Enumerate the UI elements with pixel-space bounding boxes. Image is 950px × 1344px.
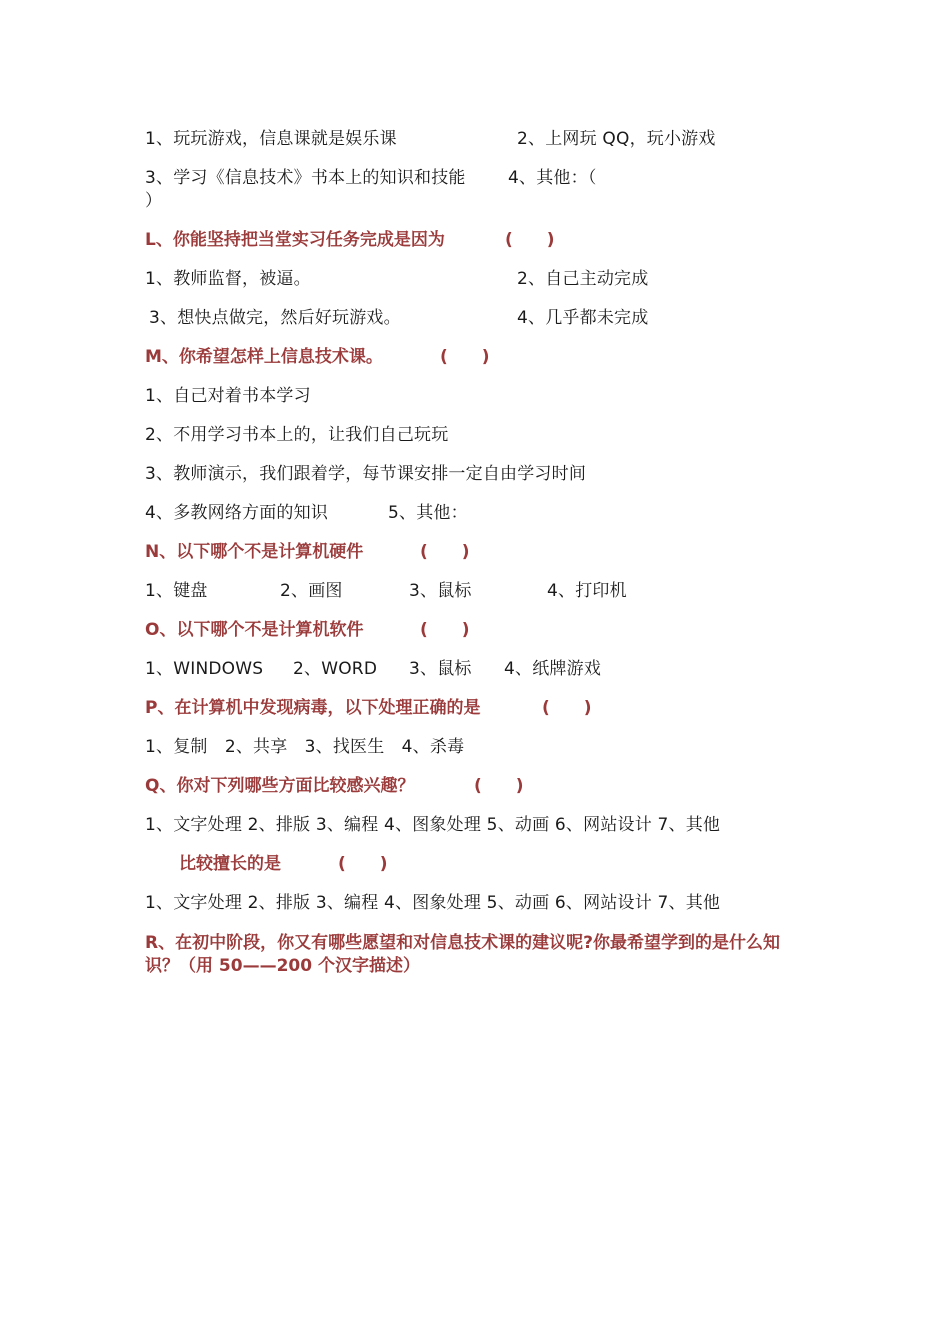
n-option-3: 3、鼠标 (409, 581, 472, 601)
m-option-5: 5、其他： (388, 503, 468, 523)
question-r-line-1: R、在初中阶段，你又有哪些愿望和对信息技术课的建议呢?你最希望学到的是什么知 (145, 933, 780, 953)
question-q-sub: 比较擅长的是 (179, 854, 281, 874)
q-sub-options: 1、文字处理 2、排版 3、编程 4、图象处理 5、动画 6、网站设计 7、其他 (145, 893, 721, 913)
l-option-3: 3、想快点做完，然后好玩游戏。 (149, 308, 401, 328)
l-option-2: 2、自己主动完成 (517, 269, 649, 289)
l-option-4: 4、几乎都未完成 (517, 308, 649, 328)
question-l-answer-blank: ( ) (505, 230, 555, 250)
question-o: O、以下哪个不是计算机软件 (145, 620, 364, 640)
m-option-2: 2、不用学习书本上的，让我们自己玩玩 (145, 425, 449, 445)
question-n: N、以下哪个不是计算机硬件 (145, 542, 364, 562)
question-o-answer-blank: ( ) (420, 620, 470, 640)
o-option-2: 2、WORD (293, 659, 378, 679)
question-l: L、你能坚持把当堂实习任务完成是因为 (145, 230, 445, 250)
question-n-answer-blank: ( ) (420, 542, 470, 562)
question-q-answer-blank: ( ) (474, 776, 524, 796)
question-q-sub-answer-blank: ( ) (338, 854, 388, 874)
question-m: M、你希望怎样上信息技术课。 (145, 347, 383, 367)
k-option-1: 1、玩玩游戏，信息课就是娱乐课 (145, 129, 397, 149)
question-r-line-2: 识？（用 50——200 个汉字描述） (145, 956, 420, 976)
m-option-3: 3、教师演示，我们跟着学，每节课安排一定自由学习时间 (145, 464, 587, 484)
m-option-1: 1、自己对着书本学习 (145, 386, 311, 406)
k-option-2: 2、上网玩 QQ，玩小游戏 (517, 129, 716, 149)
question-m-answer-blank: ( ) (440, 347, 490, 367)
n-option-1: 1、键盘 (145, 581, 208, 601)
k-option-3: 3、学习《信息技术》书本上的知识和技能 (145, 168, 466, 188)
m-option-4: 4、多教网络方面的知识 (145, 503, 329, 523)
k-option-4-close: ） (145, 191, 163, 211)
n-option-2: 2、画图 (280, 581, 343, 601)
o-option-3: 3、鼠标 (409, 659, 472, 679)
o-option-1: 1、WINDOWS (145, 659, 264, 679)
q-options: 1、文字处理 2、排版 3、编程 4、图象处理 5、动画 6、网站设计 7、其他 (145, 815, 721, 835)
l-option-1: 1、教师监督，被逼。 (145, 269, 311, 289)
o-option-4: 4、纸牌游戏 (504, 659, 602, 679)
question-p: P、在计算机中发现病毒，以下处理正确的是 (145, 698, 481, 718)
n-option-4: 4、打印机 (547, 581, 627, 601)
question-q: Q、你对下列哪些方面比较感兴趣？ (145, 776, 415, 796)
question-p-answer-blank: ( ) (542, 698, 592, 718)
k-option-4: 4、其他：（ (508, 168, 597, 188)
p-options: 1、复制 2、共享 3、找医生 4、杀毒 (145, 737, 465, 757)
